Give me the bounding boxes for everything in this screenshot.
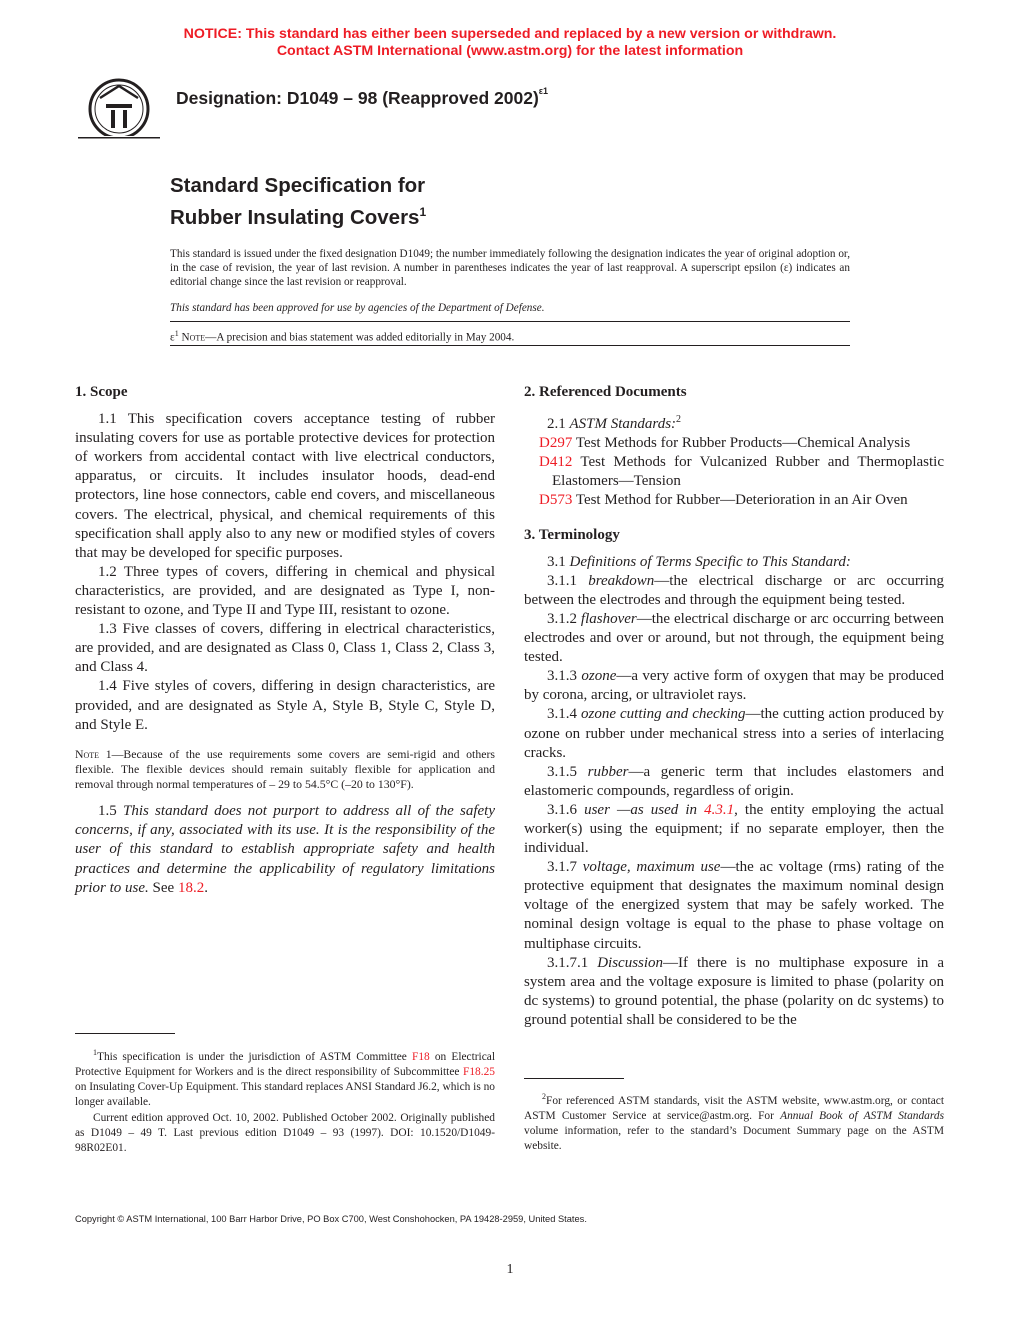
footnote-1-text-b: on Electrical Protective Equipment for Workers and is the direct responsibility of Subcommittee xyxy=(75,1050,495,1078)
notice-line-1: NOTICE: This standard has either been superseded and replaced by a new version or withdrawn. xyxy=(183,26,837,42)
term-definition: —the electrical discharge or arc occurring between electrodes and over or around, but not through, the equipment being tested. xyxy=(524,610,945,666)
reference-item xyxy=(524,453,944,491)
term-name: rubber xyxy=(587,763,629,780)
link-f18[interactable]: F18 xyxy=(412,1050,430,1063)
issuance-statement: This standard is issued under the fixed designation D1049; the number immediately following the designation indicates the year of original adoption or, in the case of revision, the year of last revision. A number in parentheses indicates the year of last reapproval. A superscript epsilon (ε) indicates an editorial change since the last revision or reapproval. xyxy=(170,248,850,289)
footnote-2-mark: 2 xyxy=(676,414,682,426)
astm-logo xyxy=(76,76,162,150)
link-4-3-1[interactable]: 4.3.1 xyxy=(704,801,735,818)
link-d573[interactable]: D573 xyxy=(539,492,573,509)
footnote-1-text-c: on Insulating Cover-Up Equipment. This standard replaces ANSI Standard J6.2, which is no longer available. xyxy=(75,1081,496,1109)
right-column xyxy=(524,383,944,1030)
designation-superscript: ε1 xyxy=(538,86,549,97)
section-1-5-see: See xyxy=(148,879,178,896)
term-flashover xyxy=(524,610,944,667)
left-column xyxy=(75,383,495,898)
section-1-3: 1.3 Five classes of covers, differing in electrical characteristics, are provided, and are designated as Class 0, Class 1, Class 2, Class 3, and Class 4. xyxy=(75,621,495,676)
section-1-2: 1.2 Three types of covers, differing in chemical and physical characteristics, are provided, and are designated as Type I, non-resistant to ozone, and Type II and Type III, resistant to ozone. xyxy=(75,563,495,619)
designation-text: Designation: D1049 – 98 (Reapproved 2002) xyxy=(176,88,539,108)
note-1-label: Note xyxy=(75,746,100,761)
section-2-1-label: ASTM Standards: xyxy=(569,416,677,433)
scope-heading: 1. Scope xyxy=(75,384,128,400)
astm-logo-icon xyxy=(76,76,162,150)
term-name: user —as used in xyxy=(584,801,705,818)
section-1-5-num: 1.5 xyxy=(98,803,117,820)
epsilon-note xyxy=(170,329,514,344)
term-discussion xyxy=(524,954,944,1030)
section-3-1-num: 3.1 xyxy=(547,553,570,570)
header-divider-top xyxy=(170,321,850,322)
footnote-2-italic: Annual Book of ASTM Standards xyxy=(780,1110,945,1122)
link-d412[interactable]: D412 xyxy=(539,454,573,471)
title-line-2-text: Rubber Insulating Covers xyxy=(170,205,420,229)
term-name: flashover xyxy=(580,610,637,627)
epsilon-mark: ε xyxy=(170,331,175,344)
note-1-text: 1—Because of the use requirements some covers are semi-rigid and others flexible. The flexible devices should remain suitably flexible for application and removal through normal temperatures of – 29 to 54.5°C (–20 to 130°F). xyxy=(75,746,495,792)
term-definition: —the ac voltage (rms) rating of the protective equipment that designates the maximum nominal design voltage of the energized system that may be safely worked. The nominal design voltage is equal to the phase to phase voltage on multiphase circuits. xyxy=(524,859,945,952)
term-definition: —the electrical discharge or arc occurring between the electrodes and through the equipment being tested. xyxy=(524,572,944,608)
term-num: 3.1.7 xyxy=(547,859,583,876)
term-num: 3.1.2 xyxy=(547,610,581,627)
term-num: 3.1.6 xyxy=(547,801,585,818)
footnotes-left xyxy=(75,1045,495,1156)
copyright-line: Copyright © ASTM International, 100 Barr Harbor Drive, PO Box C700, West Conshohocken, PA 19428-2959, United States. xyxy=(75,1214,587,1224)
reference-item xyxy=(524,491,944,510)
epsilon-note-text: —A precision and bias statement was added editorially in May 2004. xyxy=(205,331,515,344)
term-voltage-max-use xyxy=(524,858,944,953)
footnote-1-edition: Current edition approved Oct. 10, 2002. Published October 2002. Originally published as D1049 – 49 T. Last previous edition D1049 – 93 (1997). DOI: 10.1520/D1049-98R02E01. xyxy=(75,1111,495,1155)
link-f18-25[interactable]: F18.25 xyxy=(463,1066,495,1078)
term-ozone xyxy=(524,667,944,705)
designation xyxy=(176,88,548,109)
term-num: 3.1.3 xyxy=(547,668,582,685)
section-1-1: 1.1 This specification covers acceptance testing of rubber insulating covers for use as portable protective devices for protection of workers from accidental contact with live electrical conductors, apparatus, or circuits. It includes insulator hoods, dead-end protectors, line hose connectors, cable end covers, and miscellaneous covers. The electrical, physical, and chemical requirements of this specification shall apply also to any new or modified styles of covers that may be developed for specific purposes. xyxy=(75,411,495,561)
footnote-1-mark: 1 xyxy=(93,1048,97,1057)
section-2-1-num: 2.1 xyxy=(547,416,570,433)
term-num: 3.1.5 xyxy=(547,763,588,780)
reference-item xyxy=(524,434,944,453)
footnotes-right xyxy=(524,1089,944,1155)
term-ozone-cutting xyxy=(524,705,944,762)
footnote-2-sup: 2 xyxy=(542,1092,546,1101)
term-name: voltage, maximum use xyxy=(582,859,721,876)
notice-line-2: Contact ASTM International (www.astm.org) for the latest information xyxy=(276,42,744,59)
title-line-1: Standard Specification for xyxy=(170,174,426,197)
title-footnote-mark: 1 xyxy=(419,205,427,219)
epsilon-sup: 1 xyxy=(174,329,179,338)
section-1-4: 1.4 Five styles of covers, differing in design characteristics, are provided, and are designated as Style A, Style B, Style C, Style D, and Style E. xyxy=(75,678,495,733)
title-line-2 xyxy=(170,199,426,231)
term-name: Discussion xyxy=(597,954,664,971)
link-d297[interactable]: D297 xyxy=(539,435,573,452)
reference-item-text: Test Method for Rubber—Deterioration in an Air Oven xyxy=(572,492,908,509)
term-user xyxy=(524,801,944,858)
dod-approval-statement: This standard has been approved for use by agencies of the Department of Defense. xyxy=(170,302,545,314)
term-num: 3.1.7.1 xyxy=(547,954,598,971)
terminology-heading: 3. Terminology xyxy=(524,526,620,543)
document-title xyxy=(170,173,426,231)
term-definition: —the cutting action produced by ozone on rubber under mechanical stress into a series of interlacing cracks. xyxy=(524,706,944,761)
header-divider-bottom xyxy=(170,345,850,346)
term-definition: —a very active form of oxygen that may be produced by corona, arcing, or ultraviolet rays. xyxy=(524,668,945,704)
section-1-5-italic: This standard does not purport to address all of the safety concerns, if any, associated with its use. It is the responsibility of the user of this standard to establish appropriate safety and health practices and determine the applicability of regulatory limitations prior to use. xyxy=(75,803,496,896)
section-1-5-end: . xyxy=(204,879,208,896)
section-3-1-label: Definitions of Terms Specific to This Standard: xyxy=(569,553,851,570)
footnote-2-text-b: volume information, refer to the standard’s Document Summary page on the ASTM website. xyxy=(524,1125,944,1153)
term-num: 3.1.1 xyxy=(547,572,589,589)
footnote-1 xyxy=(75,1045,495,1111)
link-18-2[interactable]: 18.2 xyxy=(177,879,205,896)
epsilon-note-label: Note xyxy=(181,331,206,344)
term-name: breakdown xyxy=(588,572,655,589)
term-num: 3.1.4 xyxy=(547,706,582,723)
section-3-1 xyxy=(524,553,944,572)
term-name: ozone cutting and checking xyxy=(581,706,746,723)
term-definition: —If there is no multiphase exposure in a system area and the voltage exposure is limited to phase (polarity on dc systems) to ground potential, the phase (polarity on dc systems) to ground potential shall be considered to be the xyxy=(524,954,944,1028)
reference-item-text: Test Methods for Vulcanized Rubber and Thermoplastic Elastomers—Tension xyxy=(552,454,944,490)
term-breakdown xyxy=(524,572,944,610)
section-1-5 xyxy=(75,802,495,897)
footnote-rule-right xyxy=(524,1078,624,1079)
section-2-1 xyxy=(524,410,944,434)
referenced-documents-heading: 2. Referenced Documents xyxy=(524,384,687,400)
page-number: 1 xyxy=(506,1262,514,1277)
term-definition: —a generic term that includes elastomers and elastomeric compounds, regardless of origin. xyxy=(524,763,944,799)
footnote-1-text-a: This specification is under the jurisdiction of ASTM Committee xyxy=(97,1050,412,1063)
term-rubber xyxy=(524,763,944,801)
footnote-rule-left xyxy=(75,1033,175,1034)
term-name: ozone xyxy=(581,668,617,685)
footnote-2 xyxy=(524,1089,944,1155)
footnote-2-text-a: For referenced ASTM standards, visit the ASTM website, www.astm.org, or contact ASTM Customer Service at service@astm.org. For xyxy=(524,1094,944,1122)
notice-banner xyxy=(0,26,1020,59)
reference-item-text: Test Methods for Rubber Products—Chemical Analysis xyxy=(572,435,911,452)
term-definition: , the entity employing the actual worker(s) using the equipment; if no separate employer, then the individual. xyxy=(524,801,945,857)
note-1 xyxy=(75,747,495,793)
